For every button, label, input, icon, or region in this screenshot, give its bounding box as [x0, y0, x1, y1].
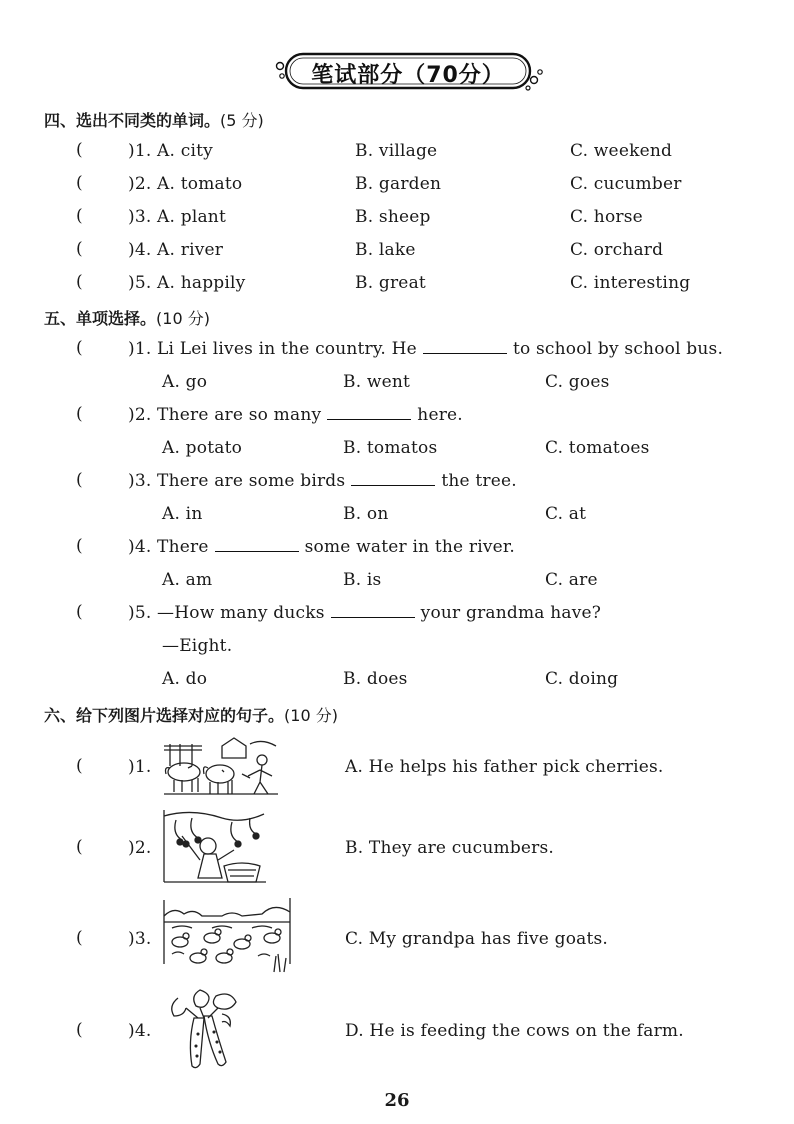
s4-q3-b: B. sheep	[355, 207, 431, 227]
s5-q4-option-b: B. is	[343, 570, 382, 590]
s4-q5-b: B. great	[355, 273, 426, 293]
page-title: 笔试部分（70分）	[311, 63, 505, 88]
s5-q2-stem-post: here.	[417, 405, 463, 425]
s5-q5-stem-post: your grandma have?	[420, 603, 602, 623]
s5-q5-option-b: B. does	[343, 669, 408, 689]
s4-q2-b: B. garden	[355, 174, 442, 194]
s5-q2-stem-pre: )2. There are so many	[128, 405, 322, 425]
s5-q5-option-c: C. doing	[545, 669, 619, 689]
s5-q3-option-c: C. at	[545, 504, 587, 524]
answer-paren: (	[76, 602, 83, 622]
answer-paren: (	[76, 756, 83, 776]
answer-paren: (	[76, 173, 83, 193]
s5-q1-stem-post: to school by school bus.	[512, 339, 724, 359]
answer-blank[interactable]	[327, 405, 411, 420]
s4-q5-a: )5. A. happily	[128, 273, 246, 293]
s4-q3-a: )3. A. plant	[128, 207, 226, 227]
s6-option-d: D. He is feeding the cows on the farm.	[345, 1021, 684, 1041]
answer-paren: (	[76, 928, 83, 948]
s4-q1-a: )1. A. city	[128, 141, 213, 161]
s6-q2-num: )2.	[128, 838, 152, 858]
s4-q3-c: C. horse	[570, 207, 643, 227]
s5-q5-reply: —Eight.	[162, 636, 233, 656]
s5-q1-option-b: B. went	[343, 372, 411, 392]
answer-paren: (	[76, 536, 83, 556]
cows-farm-picture-icon	[162, 736, 280, 798]
section6-heading	[44, 703, 338, 726]
cherry-picking-picture-icon	[162, 806, 268, 886]
s5-q5-stem	[128, 603, 601, 623]
s5-q1-stem	[128, 339, 723, 359]
answer-blank[interactable]	[351, 471, 435, 486]
s5-q3-stem-post: the tree.	[441, 471, 517, 491]
answer-paren: (	[76, 272, 83, 292]
answer-paren: (	[76, 837, 83, 857]
section5-points: (10 分)	[156, 309, 210, 328]
answer-paren: (	[76, 470, 83, 490]
answer-paren: (	[76, 338, 83, 358]
s5-q4-option-a: A. am	[162, 570, 213, 590]
s4-q5-c: C. interesting	[570, 273, 691, 293]
s5-q4-stem-pre: )4. There	[128, 537, 209, 557]
s4-q2-a: )2. A. tomato	[128, 174, 243, 194]
s5-q3-option-b: B. on	[343, 504, 389, 524]
s4-q2-c: C. cucumber	[570, 174, 682, 194]
answer-paren: (	[76, 140, 83, 160]
cucumbers-picture-icon	[160, 986, 244, 1070]
section4-heading-text: 四、选出不同类的单词。	[44, 111, 221, 130]
section6-points: (10 分)	[284, 706, 338, 725]
s4-q1-b: B. village	[355, 141, 438, 161]
title-banner	[272, 50, 544, 98]
answer-paren: (	[76, 206, 83, 226]
s5-q2-option-a: A. potato	[162, 438, 243, 458]
s4-q4-b: B. lake	[355, 240, 416, 260]
s5-q4-stem	[128, 537, 515, 557]
section4-heading	[44, 108, 264, 131]
s6-q3-num: )3.	[128, 929, 152, 949]
s5-q3-stem-pre: )3. There are some birds	[128, 471, 346, 491]
s6-q4-num: )4.	[128, 1021, 152, 1041]
answer-blank[interactable]	[423, 339, 507, 354]
answer-paren: (	[76, 404, 83, 424]
s6-q1-num: )1.	[128, 757, 152, 777]
section5-heading-text: 五、单项选择。	[44, 309, 157, 328]
s6-option-a: A. He helps his father pick cherries.	[345, 757, 664, 777]
answer-blank[interactable]	[331, 603, 415, 618]
answer-paren: (	[76, 239, 83, 259]
s5-q3-stem	[128, 471, 517, 491]
section5-heading	[44, 306, 210, 329]
s5-q5-option-a: A. do	[162, 669, 208, 689]
s5-q3-option-a: A. in	[162, 504, 203, 524]
s5-q4-option-c: C. are	[545, 570, 598, 590]
s5-q1-option-c: C. goes	[545, 372, 610, 392]
s5-q4-stem-post: some water in the river.	[304, 537, 515, 557]
section6-heading-text: 六、给下列图片选择对应的句子。	[44, 706, 285, 725]
s6-option-b: B. They are cucumbers.	[345, 838, 555, 858]
s4-q4-a: )4. A. river	[128, 240, 224, 260]
s5-q2-stem	[128, 405, 463, 425]
s5-q2-option-c: C. tomatoes	[545, 438, 650, 458]
s4-q4-c: C. orchard	[570, 240, 664, 260]
s5-q5-stem-pre: )5. —How many ducks	[128, 603, 325, 623]
page-number: 26	[384, 1090, 410, 1111]
ducks-river-picture-icon	[162, 894, 292, 976]
answer-paren: (	[76, 1020, 83, 1040]
s4-q1-c: C. weekend	[570, 141, 673, 161]
section4-points: (5 分)	[220, 111, 264, 130]
s5-q1-stem-pre: )1. Li Lei lives in the country. He	[128, 339, 417, 359]
s5-q1-option-a: A. go	[162, 372, 208, 392]
s6-option-c: C. My grandpa has five goats.	[345, 929, 609, 949]
answer-blank[interactable]	[215, 537, 299, 552]
s5-q2-option-b: B. tomatos	[343, 438, 438, 458]
